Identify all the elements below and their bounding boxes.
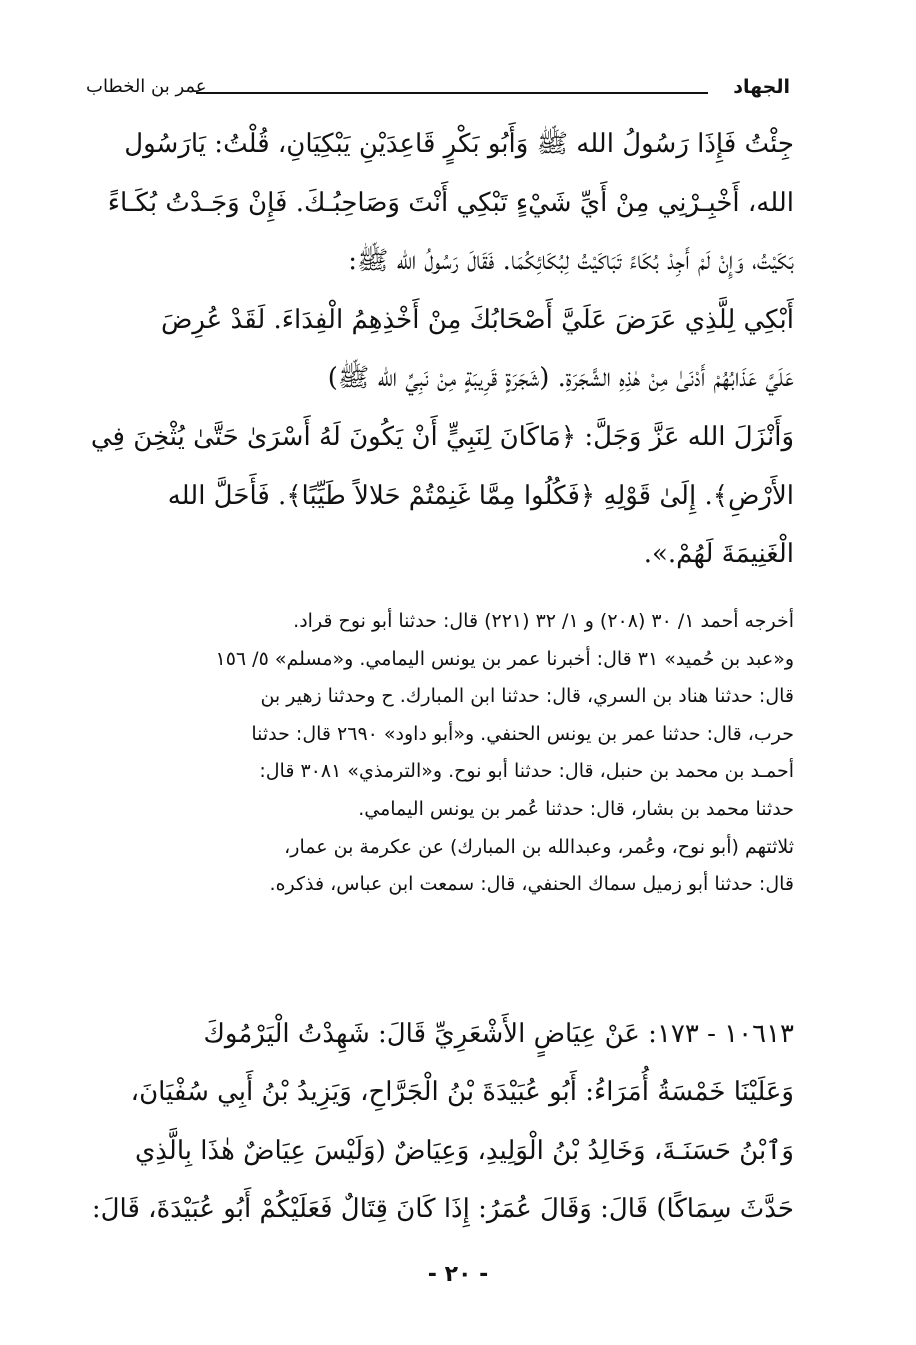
text-line: عَلَيَّ عَذَابُهُمْ أَدْنَىٰ مِنْ هٰذِهِ الشَّجَرَةِ. (شَجَرَةٍ قَرِيبَةٍ مِنْ نَبِيِّ الله ﷺ)	[327, 363, 794, 394]
note-line: ثلاثتهم (أبو نوح، وعُمر، وعبدالله بن المبارك) عن عكرمة بن عمار،	[284, 835, 794, 858]
note-line: قال: حدثنا هناد بن السري، قال: حدثنا ابن المبارك. ح وحدثنا زهير بن	[260, 685, 794, 708]
text-line: وَٱبْنُ حَسَنَـةَ، وَخَالِدُ بْنُ الْوَلِيدِ، وَعِيَاضٌ (وَلَيْسَ عِيَاضٌ هٰذَا بِالَّذِي	[134, 1135, 794, 1166]
note-line: حدثنا محمد بن بشار، قال: حدثنا عُمر بن يونس اليمامي.	[358, 797, 794, 820]
text-line: الأَرْضِ﴾. إِلَىٰ قَوْلِهِ ﴿فَكُلُوا مِمَّا غَنِمْتُمْ حَلالاً طَيِّبًا﴾. فَأَحَلَّ الله	[167, 480, 794, 511]
note-line: و«عبد بن حُميد» ٣١ قال: أخبرنا عمر بن يونس اليمامي. و«مسلم» ٥/ ١٥٦	[215, 647, 794, 670]
running-header	[86, 76, 790, 106]
text-line: وَعَلَيْنَا خَمْسَةُ أُمَرَاءُ: أَبُو عُبَيْدَةَ بْنُ الْجَرَّاحِ، وَيَزِيدُ بْنُ أَبِي سُفْيَانَ،	[130, 1077, 794, 1108]
section-author: عمر بن الخطاب	[86, 76, 207, 97]
takhrij-notes	[88, 603, 794, 904]
text-line: وَأَنْزَلَ الله عَزَّ وَجَلَّ: ﴿مَاكَانَ لِنَبِيٍّ أَنْ يَكُونَ لَهُ أَسْرَىٰ حَتَّىٰ يُثْخِنَ فِي	[90, 421, 794, 452]
note-line: أخرجه أحمد ١/ ٣٠ (٢٠٨) و ١/ ٣٢ (٢٢١) قال: حدثنا أبو نوح قراد.	[293, 610, 794, 632]
text-line: ١٠٦١٣ - ١٧٣: عَنْ عِيَاضٍ الأَشْعَرِيِّ قَالَ: شَهِدْتُ الْيَرْمُوكَ	[203, 1019, 794, 1049]
text-line: الْغَنِيمَةَ لَهُمْ.».	[643, 539, 794, 570]
next-hadith	[84, 1005, 794, 1239]
chapter-title: الجهاد	[733, 76, 790, 98]
note-line: أحمـد بن محمد بن حنبل، قال: حدثنا أبو نوح. و«الترمذي» ٣٠٨١ قال:	[259, 760, 794, 783]
text-line: حَدَّثَ سِمَاكًا) قَالَ: وَقَالَ عُمَرُ: إِذَا كَانَ قِتَالٌ فَعَلَيْكُمْ أَبُو عُبَيْدَةَ، قَالَ:	[91, 1194, 794, 1225]
header-rule	[196, 92, 708, 94]
page-number: - ٢٠ -	[427, 1262, 489, 1287]
hadith-text	[78, 115, 794, 584]
text-line: أَبْكِي لِلَّذِي عَرَضَ عَلَيَّ أَصْحَابُكَ مِنْ أَخْذِهِمُ الْفِدَاءَ. لَقَدْ عُرِضَ	[161, 304, 794, 335]
text-line: الله، أَخْبِـرْنِي مِنْ أَيِّ شَيْءٍ تَبْكِي أَنْتَ وَصَاحِبُـكَ. فَإِنْ وَجَـدْتُ بُكَـاءً	[107, 187, 794, 218]
note-line: حرب، قال: حدثنا عمر بن يونس الحنفي. و«أبو داود» ٢٦٩٠ قال: حدثنا	[251, 722, 794, 745]
note-line: قال: حدثنا أبو زميل سماك الحنفي، قال: سمعت ابن عباس، فذكره.	[269, 873, 794, 896]
text-line: بَكَيْتُ، وَإِنْ لَمْ أَجِدْ بُكَاءً تَبَاكَيْتُ لِبُكَائِكُمَا. فَقَالَ رَسُولُ الله ﷺ:	[348, 246, 794, 277]
text-line: جِئْتُ فَإِذَا رَسُولُ الله ﷺ وَأَبُو بَكْرٍ قَاعِدَيْنِ يَبْكِيَانِ، قُلْتُ: يَارَسُول	[124, 129, 794, 159]
